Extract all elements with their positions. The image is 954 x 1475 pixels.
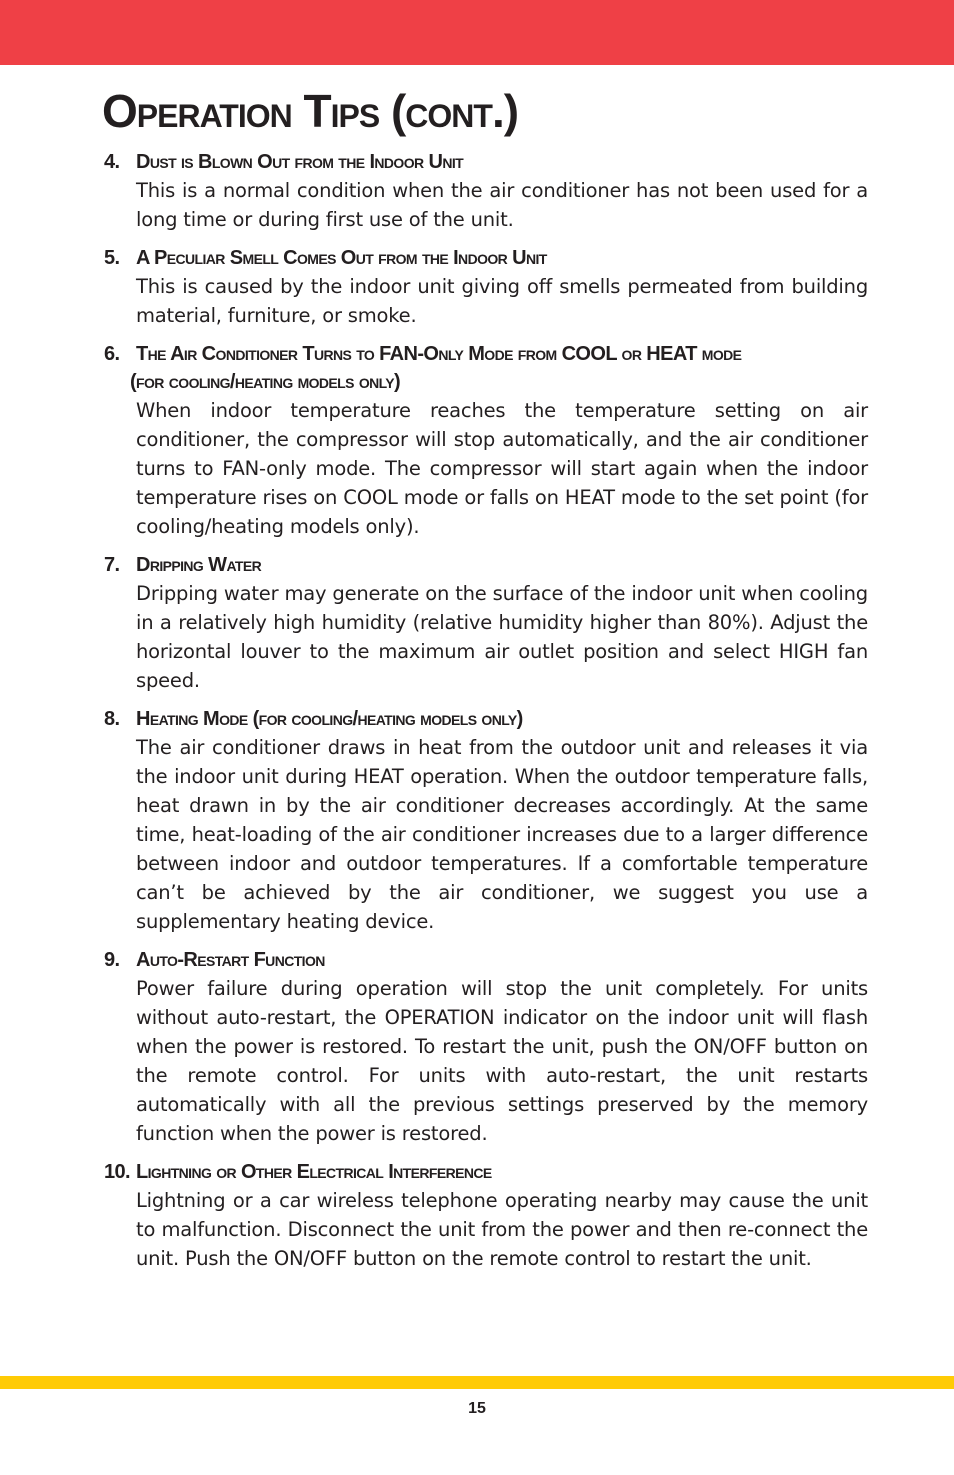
tip-item xyxy=(104,148,868,234)
top-color-bar xyxy=(0,0,954,65)
tip-heading-text: Dust is Blown Out from the Indoor Unit xyxy=(136,151,464,173)
tip-body: This is a normal condition when the air conditioner has not been used for a long time or during first use of the unit. xyxy=(136,179,868,231)
tip-item xyxy=(104,946,868,1148)
tip-body: Power failure during operation will stop the unit completely. For units without auto-restart, the OPERATION indicator on the indoor unit will flash when the power is restored. To restart the unit, push the ON/OFF button on the remote control. For units with auto-restart, the unit restarts automatically with all the previous settings preserved by the memory function when the power is restored. xyxy=(136,977,868,1145)
tip-heading-text: The Air Conditioner Turns to FAN-Only Mode from COOL or HEAT mode xyxy=(136,343,742,365)
page-number: 15 xyxy=(468,1400,486,1417)
bottom-color-bar xyxy=(0,1376,954,1389)
tip-heading xyxy=(104,1158,868,1186)
tip-number: 8. xyxy=(104,708,120,730)
tip-heading xyxy=(104,244,868,272)
tip-body: When indoor temperature reaches the temperature setting on air conditioner, the compressor will stop automatically, and the air conditioner turns to FAN-only mode. The compressor will start again when the indoor temperature rises on COOL mode or falls on HEAT mode to the set point (for cooling/heating models only). xyxy=(136,399,868,538)
tip-item xyxy=(104,244,868,330)
tip-heading-text: Auto-Restart Function xyxy=(136,949,325,971)
tips-list xyxy=(104,148,868,1283)
tip-heading xyxy=(104,551,868,579)
tip-item xyxy=(104,705,868,936)
tip-body: The air conditioner draws in heat from the outdoor unit and releases it via the indoor unit during HEAT operation. When the outdoor temperature falls, heat drawn in by the air conditioner decreases accordingly. At the same time, heat-loading of the air conditioner increases due to a larger difference between indoor and outdoor temperatures. If a comfortable temperature can’t be achieved by the air conditioner, we suggest you use a supplementary heating device. xyxy=(136,736,868,933)
tip-number: 6. xyxy=(104,343,120,365)
tip-heading-text: Dripping Water xyxy=(136,554,262,576)
tip-heading xyxy=(104,340,868,368)
tip-number: 9. xyxy=(104,949,120,971)
tip-heading-text: Lightning or Other Electrical Interference xyxy=(136,1161,492,1183)
tip-number: 5. xyxy=(104,247,120,269)
tip-number: 10. xyxy=(104,1161,131,1183)
tip-heading-text: A Peculiar Smell Comes Out from the Indoor Unit xyxy=(136,247,547,269)
tip-item xyxy=(104,551,868,695)
tip-heading xyxy=(104,946,868,974)
tip-heading-text: Heating Mode (for cooling/heating models only) xyxy=(136,708,523,730)
tip-item xyxy=(104,340,868,541)
tip-subheading: (for cooling/heating models only) xyxy=(130,371,401,393)
tip-body: This is caused by the indoor unit giving off smells permeated from building material, furniture, or smoke. xyxy=(136,275,868,327)
tip-body: Dripping water may generate on the surface of the indoor unit when cooling in a relatively high humidity (relative humidity higher than 80%). Adjust the horizontal louver to the maximum air outlet position and select HIGH fan speed. xyxy=(136,582,868,692)
tip-heading xyxy=(104,148,868,176)
tip-item xyxy=(104,1158,868,1273)
tip-number: 4. xyxy=(104,151,120,173)
tip-heading xyxy=(104,705,868,733)
tip-body: Lightning or a car wireless telephone operating nearby may cause the unit to malfunction. Disconnect the unit from the power and then re-connect the unit. Push the ON/OFF button on the remote control to restart the unit. xyxy=(136,1189,868,1270)
tip-number: 7. xyxy=(104,554,120,576)
page-title: Operation Tips (cont.) xyxy=(102,85,519,137)
